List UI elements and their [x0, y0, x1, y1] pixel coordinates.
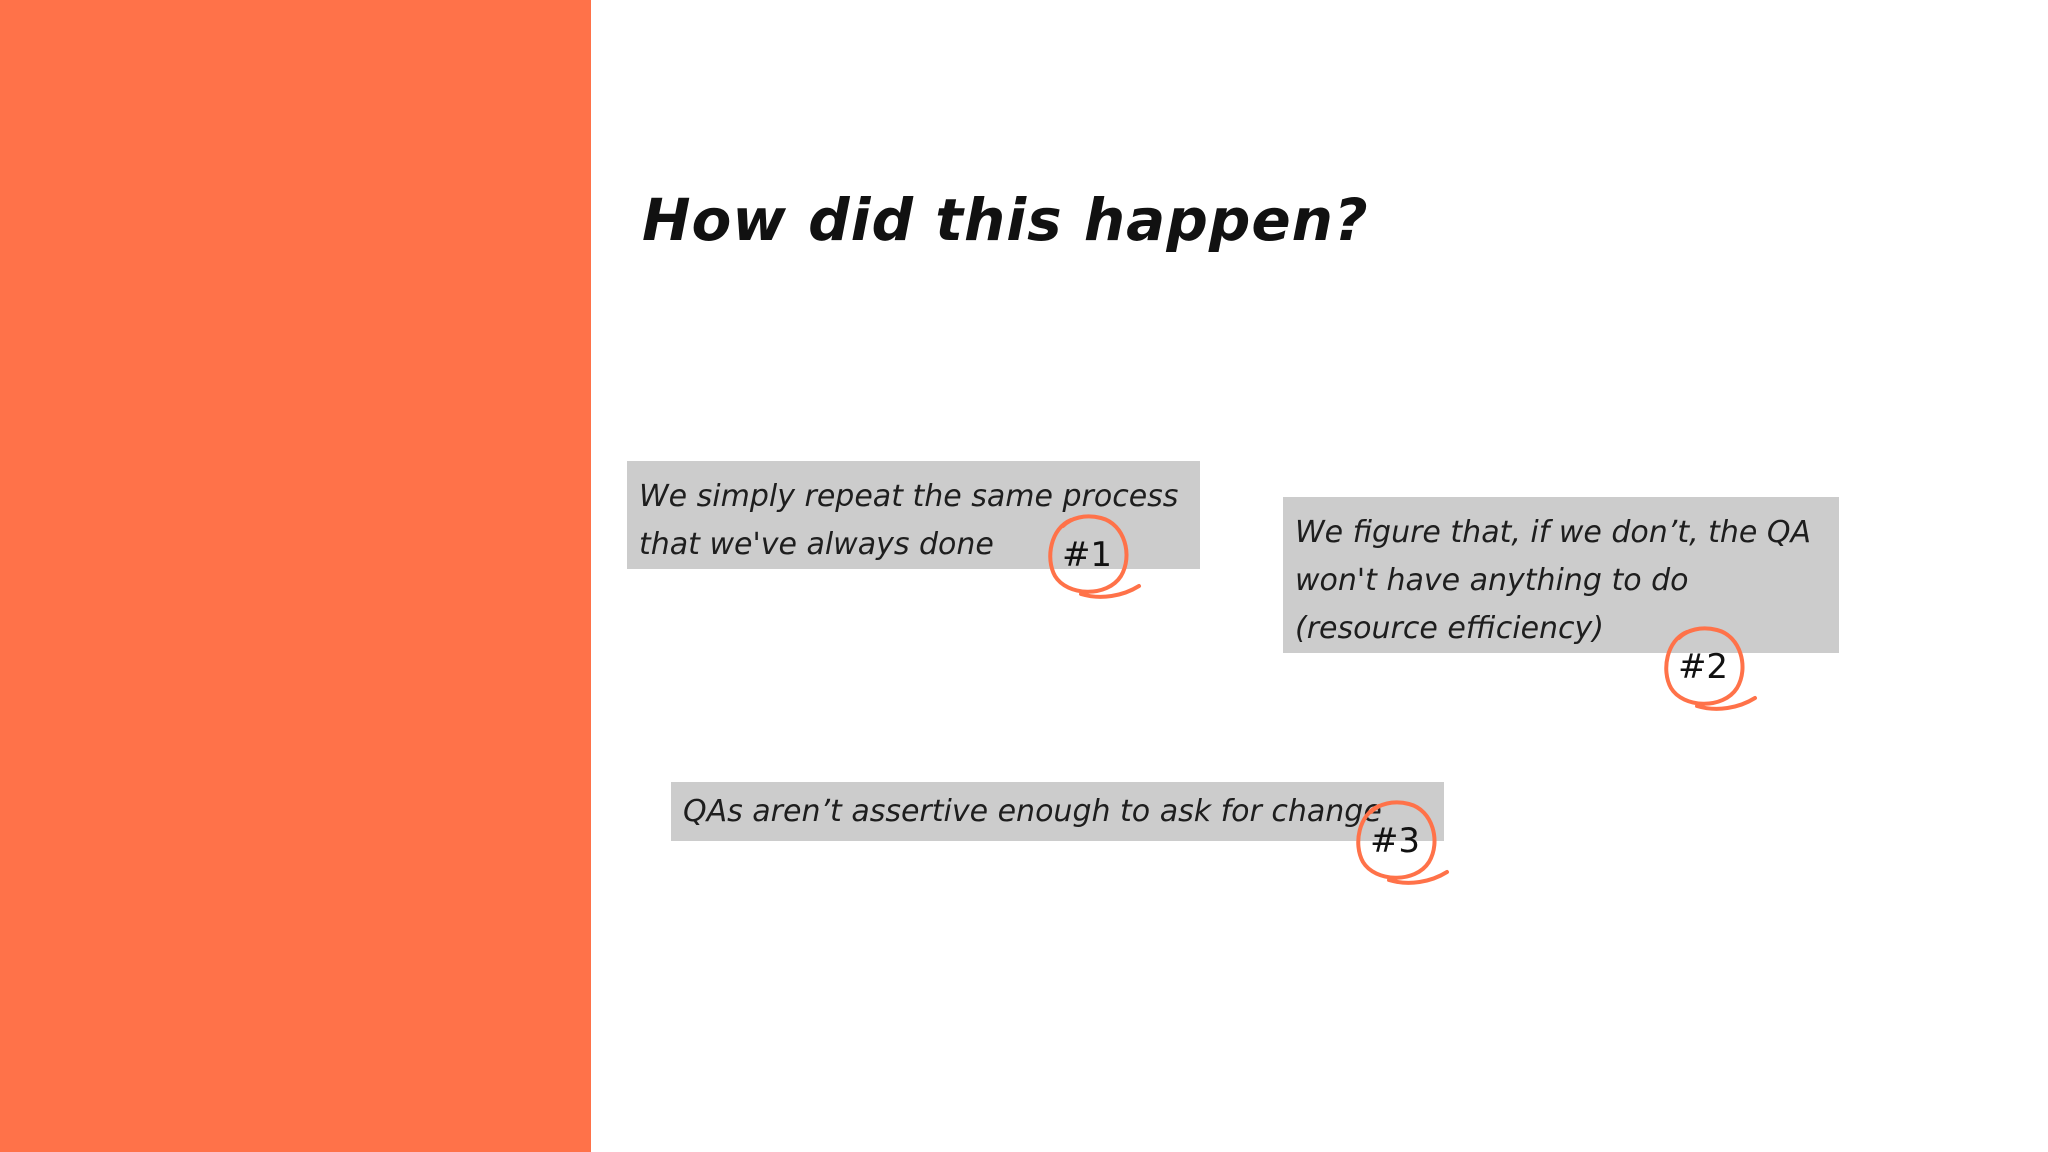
slide-title: How did this happen? [642, 186, 1369, 254]
note-text-3: QAs aren’t assertive enough to ask for change [683, 794, 1382, 829]
note-text-1: We simply repeat the same process that we've always done [639, 479, 1179, 562]
marker-label-2: #2 [1677, 647, 1729, 687]
marker-label-3: #3 [1369, 821, 1421, 861]
marker-3 [1349, 796, 1449, 892]
orange-side-panel [0, 0, 591, 1152]
note-box-3 [671, 782, 1444, 841]
marker-label-1: #1 [1061, 535, 1113, 575]
marker-1 [1041, 510, 1141, 606]
note-text-2: We figure that, if we don’t, the QA won't have anything to do (resource efficiency) [1295, 515, 1812, 646]
marker-2 [1657, 622, 1757, 718]
